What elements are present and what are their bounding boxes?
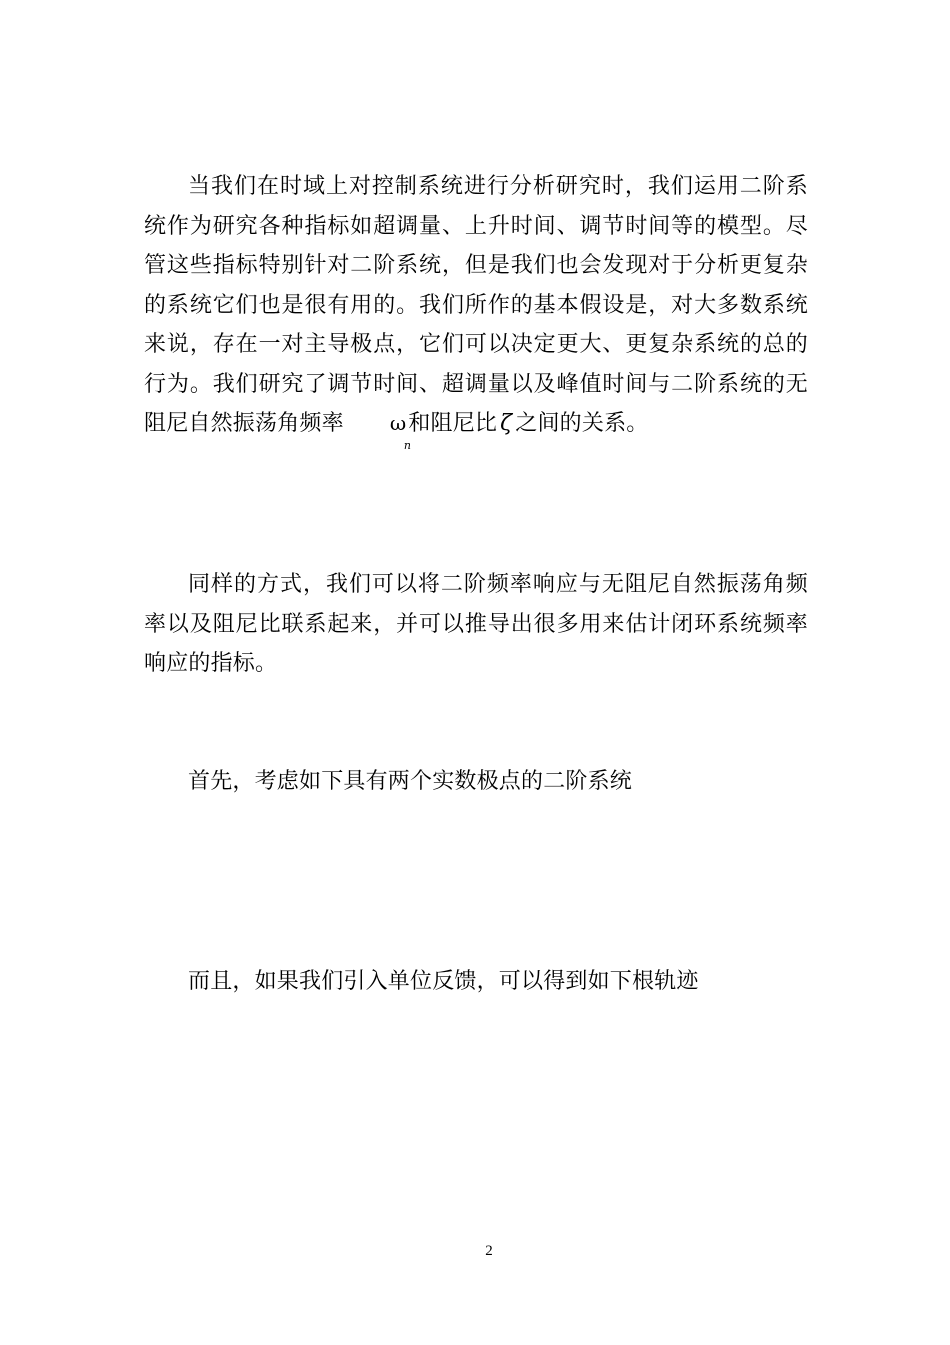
- paragraph-frequency-response: 同样的方式，我们可以将二阶频率响应与无阻尼自然振荡角频率以及阻尼比联系起来，并可以推导出很多用来估计闭环系统频率响应的指标。: [144, 572, 808, 676]
- zeta-symbol: ζ: [500, 411, 513, 436]
- paragraph-root-locus: 而且，如果我们引入单位反馈，可以得到如下根轨迹: [188, 969, 699, 994]
- paragraph-second-order-system-intro: [144, 167, 808, 452]
- paragraph-1-text-middle: 和阻尼比: [408, 411, 498, 436]
- paragraph-two-real-poles: 首先，考虑如下具有两个实数极点的二阶系统: [188, 769, 633, 794]
- paragraph-1-text-before: 当我们在时域上对控制系统进行分析研究时，我们运用二阶系统作为研究各种指标如超调量、上升时间、调节时间等的模型。尽管这些指标特别针对二阶系统，但是我们也会发现对于分析更复杂的系统它们也是很有用的。我们所作的基本假设是，对大多数系统来说，存在一对主导极点，它们可以决定更大、更复杂系统的总的行为。我们研究了调节时间、超调量以及峰值时间与二阶系统的无阻尼自然振荡角频率: [144, 174, 808, 436]
- omega-subscript: n: [403, 439, 412, 452]
- omega-n-symbol: [346, 404, 412, 452]
- page-number: 2: [485, 1243, 493, 1259]
- paragraph-1-text-after: 之间的关系。: [515, 411, 649, 436]
- omega-symbol: ω: [389, 411, 407, 435]
